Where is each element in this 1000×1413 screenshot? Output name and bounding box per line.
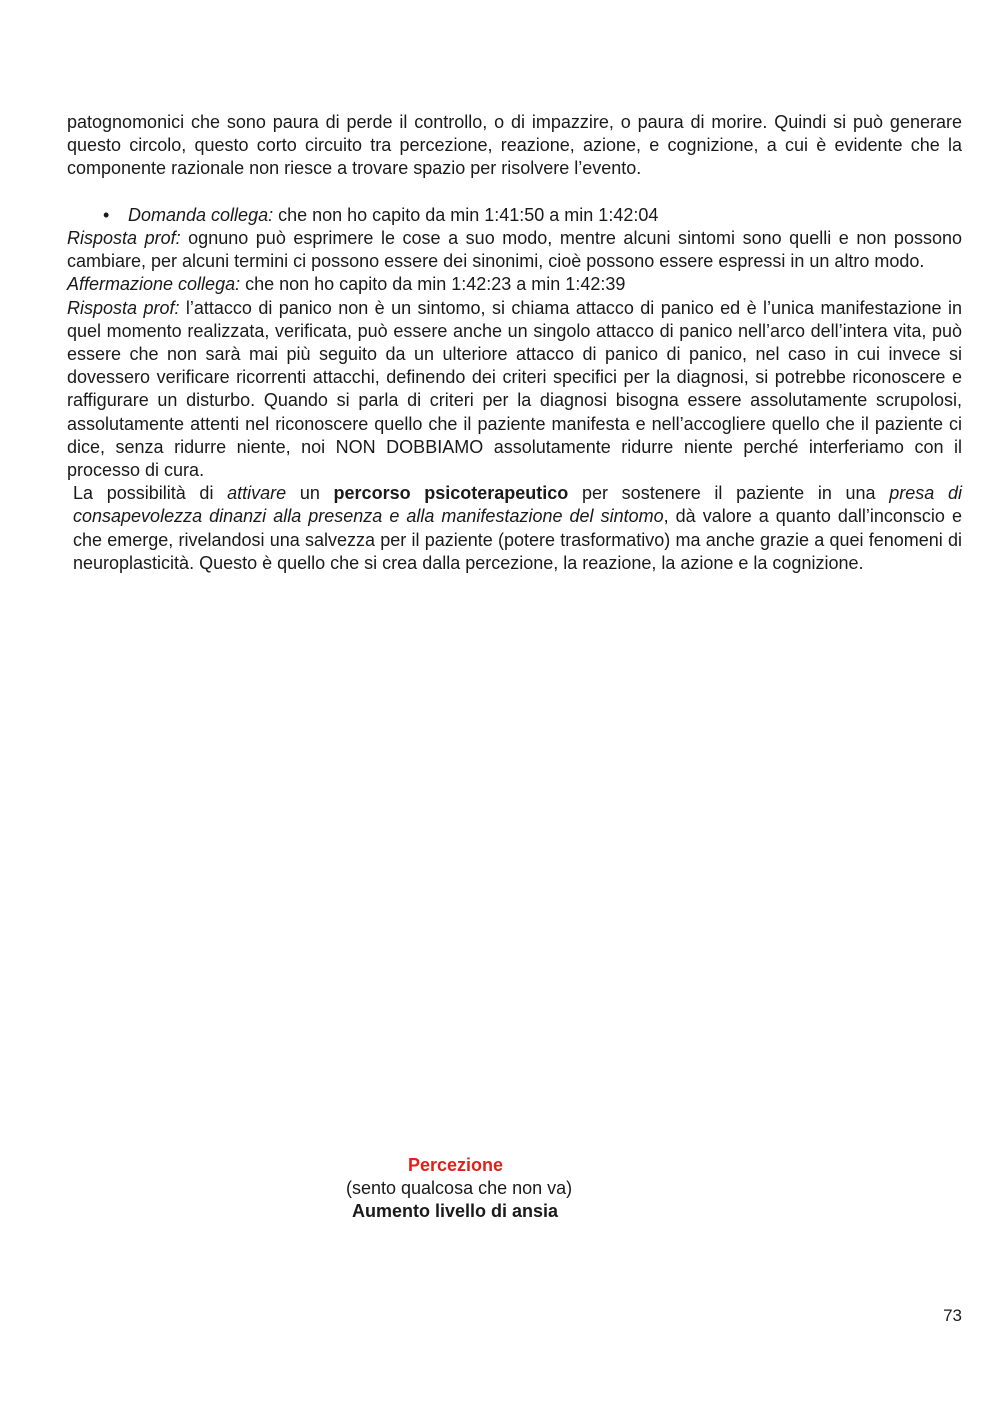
diagram-title: Percezione	[408, 1155, 504, 1175]
bullet-icon: •	[103, 204, 110, 225]
closing-part-1: La possibilità di	[73, 483, 228, 504]
blank-line	[67, 181, 962, 204]
question-1-item	[67, 204, 962, 227]
page-number: 73	[943, 1306, 962, 1325]
document-body	[67, 111, 962, 575]
answer-2-label: Risposta prof:	[67, 297, 180, 318]
statement-2-paragraph	[67, 273, 962, 296]
closing-part-5: per sostenere il paziente in una	[568, 483, 890, 504]
question-1-text: che non ho capito da min 1:41:50 a min 1:42:04	[273, 204, 659, 225]
statement-2-text: che non ho capito da min 1:42:23 a min 1:42:39	[240, 274, 626, 295]
diagram-subtitle: (sento qualcosa che non va)	[346, 1178, 573, 1198]
closing-part-2: attivare	[227, 483, 287, 504]
closing-part-4: percorso psicoterapeutico	[333, 483, 569, 504]
closing-part-3: un	[286, 483, 334, 504]
answer-2-paragraph	[67, 297, 962, 483]
statement-2-label: Affermazione collega:	[67, 274, 241, 295]
answer-1-text: ognuno può esprimere le cose a suo modo, mentre alcuni sintomi sono quelli e non possono cambiare, per alcuni termini ci possono essere dei sinonimi, cioè possono essere espressi in un altro modo.	[67, 228, 962, 272]
answer-2-text: l’attacco di panico non è un sintomo, si chiama attacco di panico ed è l’unica manifestazione in quel momento realizzata, verificata, può essere anche un singolo attacco di panico nell’arco dell’intera vita, può essere che non sarà mai più seguito da un ulteriore attacco di panico di panico, nel caso in cui invece si dovessero verificare ricorrenti attacchi, definendo dei criteri specifici per la diagnosi, si potrebbe riconoscere e raffigurare un disturbo. Quando si parla di criteri per la diagnosi bisogna essere assolutamente scrupolosi, assolutamente attenti nel riconoscere quello che il paziente manifesta e nell’accogliere quello che il paziente ci dice, senza ridurre niente, noi NON DOBBIAMO assolutamente ridurre niente perché interferiamo con il processo di cura.	[67, 297, 962, 481]
question-1-label: Domanda collega:	[128, 204, 274, 225]
closing-paragraph	[67, 482, 962, 575]
closing-part-7: , dà valore a quanto dall’inconscio e che emerge, rivelandosi una salvezza per il paziente (potere trasformativo) ma anche grazie a quei fenomeni di neuroplasticità. Questo è quello che si crea dalla percezione, la reazione, la azione e la cognizione.	[73, 506, 962, 573]
closing-part-6: presa di consapevolezza dinanzi alla presenza e alla manifestazione del sintomo	[73, 483, 962, 527]
answer-1-label: Risposta prof:	[67, 228, 181, 248]
intro-paragraph: patognomonici che sono paura di perde il controllo, o di impazzire, o paura di morire. Quindi si può generare questo circolo, questo corto circuito tra percezione, reazione, azione, e cognizione, a cui è evidente che la componente razionale non riesce a trovare spazio per risolvere l’evento.	[67, 112, 962, 179]
diagram-anxiety-label: Aumento livello di ansia	[352, 1201, 559, 1221]
answer-1-paragraph	[67, 227, 962, 273]
